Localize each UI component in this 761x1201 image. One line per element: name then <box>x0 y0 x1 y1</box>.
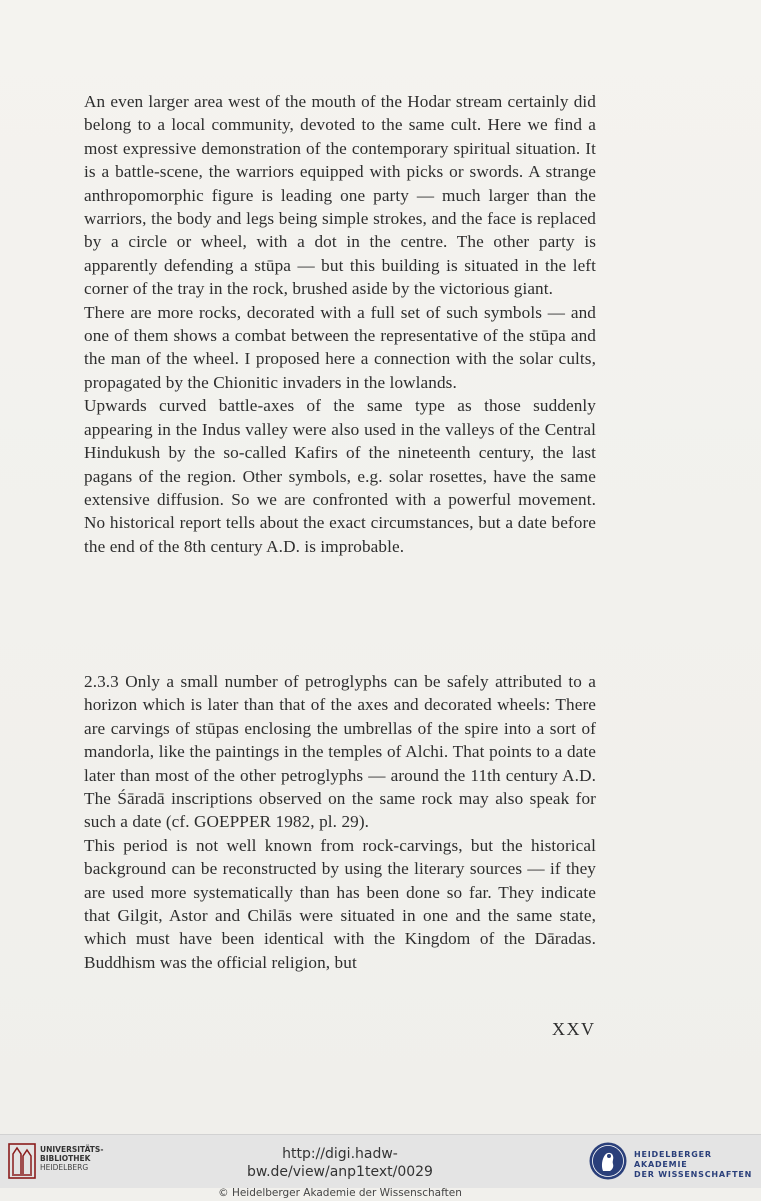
ub-label-line3: HEIDELBERG <box>40 1163 89 1172</box>
hadw-seal-icon[interactable] <box>588 1141 628 1181</box>
ub-heidelberg-label <box>40 1145 103 1172</box>
paragraph: Upwards curved battle-axes of the same type as those suddenly appearing in the Indus valley were also used in the valleys of the Central Hindukush by the so-called Kafirs of the nineteenth century, the last pagans of the region. Other symbols, e.g. solar rosettes, have the same extensive diffusion. So we are confronted with a powerful movement. No historical report tells about the exact circumstances, but a date before the end of the 8th century A.D. is improbable. <box>84 396 596 556</box>
hadw-label-line1: HEIDELBERGER AKADEMIE <box>634 1150 712 1169</box>
source-url-link[interactable]: http://digi.hadw-bw.de/view/anp1text/0029 <box>247 1146 433 1180</box>
paragraph: An even larger area west of the mouth of the Hodar stream certainly did belong to a local community, devoted to the same cult. Here we find a most expressive demonstration of the contemporary spiritual situation. It is a battle-scene, the warriors equipped with picks or swords. A strange anthropomorphic figure is leading one party — much larger than the warriors, the body and legs being simple strokes, and the face is replaced by a circle or wheel, with a dot in the centre. The other party is apparently defending a stūpa — but this building is situated in the left corner of the tray in the rock, brushed aside by the victorious giant. <box>84 92 596 299</box>
hadw-label-line2: DER WISSENSCHAFTEN <box>634 1170 753 1179</box>
text-section-upper <box>84 90 596 558</box>
footer-bar <box>0 1134 761 1199</box>
paragraph: This period is not well known from rock-carvings, but the historical background can be reconstructed by using the literary sources — if they are used more systematically than has been done so far. They indicate that Gilgit, Astor and Chilās were situated in one and the same state, which must have been identical with the Kingdom of the Dāradas. Buddhism was the official religion, but <box>84 835 596 972</box>
ub-label-line1: UNIVERSITÄTS- <box>40 1145 104 1154</box>
paragraph: There are more rocks, decorated with a full set of such symbols — and one of them shows a combat between the representative of the stūpa and the man of the wheel. I proposed here a connection with the solar cults, propagated by the Chionitic invaders in the lowlands. <box>84 302 596 392</box>
page-number: XXV <box>552 1019 596 1039</box>
footer-center <box>190 1145 490 1201</box>
paragraph: 2.3.3 Only a small number of petroglyphs can be safely attributed to a horizon which is later than that of the axes and decorated wheels: There are carvings of stūpas enclosing the umbrellas of the spire into a sort of mandorla, like the paintings in the temples of Alchi. That points to a date later than most of the other petroglyphs — around the 11th century A.D. The Śāradā inscriptions observed on the same rock may also speak for such a date (cf. GOEPPER 1982, pl. 29). <box>84 672 596 832</box>
ub-label-line2: BIBLIOTHEK <box>40 1154 91 1163</box>
hadw-label <box>634 1150 761 1180</box>
copyright-notice: © Heidelberger Akademie der Wissenschaften <box>218 1187 462 1199</box>
text-section-lower <box>84 670 596 974</box>
ub-heidelberg-logo-icon[interactable] <box>8 1142 36 1180</box>
